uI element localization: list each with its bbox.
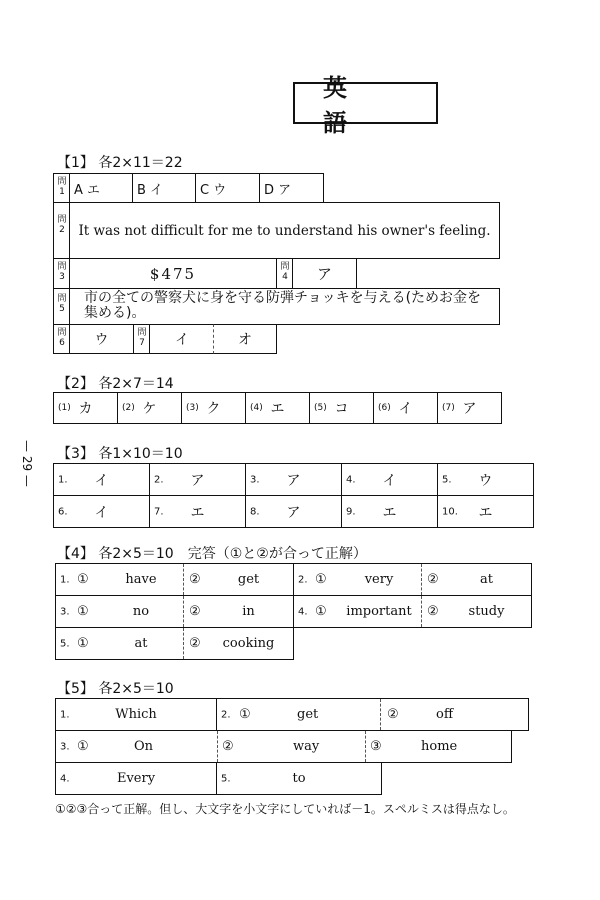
s2-item-number: (5) — [314, 403, 327, 413]
q5-label: 問5 — [57, 294, 67, 314]
s4-item-number: 1. — [60, 574, 70, 585]
s4-item-divider — [183, 564, 184, 595]
s4-item — [55, 563, 294, 596]
s5-q1-cell — [55, 698, 217, 731]
s4-item-circle-1: ① — [77, 604, 89, 619]
q7-label-cell — [133, 324, 150, 354]
q1-answer-b: B イ — [132, 173, 196, 203]
s5-q3-answer-3: home — [421, 739, 458, 754]
q2-label: 問2 — [57, 215, 67, 235]
q5-answer: 市の全ての警察犬に身を守る防弾チョッキを与える(ためお金を集める)。 — [69, 288, 500, 325]
s3-item-number: 8. — [250, 506, 260, 517]
s4-item-circle-2: ② — [189, 572, 201, 587]
q7-answer-a: イ — [149, 324, 214, 354]
s4-item-number: 3. — [60, 606, 70, 617]
s4-item-answer-2: at — [480, 572, 493, 587]
s2-item — [245, 392, 310, 424]
s3-item — [245, 495, 342, 528]
s5-q2-number: 2. — [221, 709, 231, 720]
s4-item — [55, 595, 294, 628]
s3-item-answer: エ — [190, 504, 205, 521]
q1-answer-a: A エ — [69, 173, 133, 203]
q1-label-cell — [53, 173, 70, 203]
s3-item-answer: ア — [286, 504, 301, 521]
s5-q3-answer-2: way — [293, 739, 320, 754]
section-4-heading: 【4】 各2×5＝10 完答（①と②が合って正解） — [57, 546, 367, 562]
s4-item-answer-1: very — [364, 572, 394, 587]
s4-item-divider — [183, 596, 184, 627]
s4-item-answer-1: no — [132, 604, 150, 619]
s2-item-answer: ア — [462, 401, 477, 417]
s5-q3-divider-1 — [217, 731, 218, 762]
s5-q3-answer-1: On — [134, 739, 154, 754]
s5-q1-answer: Which — [115, 707, 157, 722]
page-number: — 29 — — [20, 440, 34, 487]
s4-item-circle-1: ① — [315, 572, 327, 587]
s5-q4-cell — [55, 762, 217, 795]
s4-item-circle-1: ① — [77, 572, 89, 587]
s3-item-answer: エ — [382, 504, 397, 521]
s4-item-circle-2: ② — [427, 572, 439, 587]
s4-item — [293, 563, 532, 596]
s5-q5-answer: to — [292, 771, 306, 786]
page-title: 英 語 — [293, 82, 438, 124]
s4-item-circle-2: ② — [189, 604, 201, 619]
s3-item-answer: イ — [94, 504, 109, 521]
q1-answer-c: C ウ — [195, 173, 260, 203]
s4-item-answer-2: study — [468, 604, 505, 619]
q1-label: 問1 — [57, 177, 67, 197]
s5-q2-circle-2: ② — [387, 707, 399, 722]
s4-item-circle-2: ② — [427, 604, 439, 619]
s3-item — [245, 463, 342, 496]
s3-item-answer: イ — [94, 472, 109, 489]
q4-answer: ア — [292, 258, 357, 289]
s4-item-number: 5. — [60, 638, 70, 649]
s5-q1-number: 1. — [60, 709, 70, 720]
q6-label: 問6 — [57, 328, 67, 348]
s3-item — [437, 495, 534, 528]
s4-item-answer-1: at — [134, 636, 148, 651]
s2-item-number: (2) — [122, 403, 135, 413]
s3-item — [149, 495, 246, 528]
s2-item-number: (3) — [186, 403, 199, 413]
s2-item — [181, 392, 246, 424]
q5-label-cell — [53, 288, 70, 325]
s3-item-number: 2. — [154, 474, 164, 485]
s3-item-number: 1. — [58, 474, 68, 485]
s2-item — [373, 392, 438, 424]
q2-label-cell — [53, 202, 70, 259]
q3-label: 問3 — [57, 262, 67, 282]
s5-q2-answer-1: get — [297, 707, 319, 722]
s2-item — [437, 392, 502, 424]
section-1-heading: 【1】 各2×11＝22 — [57, 155, 183, 171]
s5-q2-cell — [216, 698, 529, 731]
section-3-heading: 【3】 各1×10＝10 — [57, 446, 183, 462]
q2-answer: It was not difficult for me to understand his owner's feeling. — [69, 202, 500, 259]
s4-item — [55, 627, 294, 660]
s3-item-number: 7. — [154, 506, 164, 517]
s2-item-answer: エ — [270, 401, 285, 417]
s4-item-answer-1: have — [125, 572, 157, 587]
s2-item-answer: イ — [398, 401, 413, 417]
s5-q5-cell — [216, 762, 382, 795]
s5-q5-number: 5. — [221, 773, 231, 784]
s5-q3-circle-2: ② — [222, 739, 234, 754]
s3-item — [149, 463, 246, 496]
s4-item-divider — [183, 628, 184, 659]
s3-item — [53, 495, 150, 528]
s5-q2-circle-1: ① — [239, 707, 251, 722]
s5-q3-circle-3: ③ — [370, 739, 382, 754]
s5-q4-number: 4. — [60, 773, 70, 784]
s2-item-number: (4) — [250, 403, 263, 413]
s2-item-number: (6) — [378, 403, 391, 413]
s5-q3-cell — [55, 730, 512, 763]
s4-item-circle-1: ① — [315, 604, 327, 619]
s3-item-number: 9. — [346, 506, 356, 517]
s2-item-answer: コ — [334, 401, 349, 417]
s3-item-number: 3. — [250, 474, 260, 485]
s4-item-circle-1: ① — [77, 636, 89, 651]
q4-label-cell — [276, 258, 293, 289]
s5-q3-divider-2 — [365, 731, 366, 762]
s3-item-number: 5. — [442, 474, 452, 485]
s4-item-number: 4. — [298, 606, 308, 617]
s3-item-answer: イ — [382, 472, 397, 489]
s4-item-number: 2. — [298, 574, 308, 585]
s5-q3-circle-1: ① — [77, 739, 89, 754]
q3-label-cell — [53, 258, 70, 289]
s4-item-answer-2: cooking — [222, 636, 275, 651]
q1-answer-d: D ア — [259, 173, 324, 203]
s5-q2-divider — [380, 699, 381, 730]
q6-label-cell — [53, 324, 70, 354]
s3-item — [437, 463, 534, 496]
s2-item-number: (1) — [58, 403, 71, 413]
s3-item-number: 6. — [58, 506, 68, 517]
s4-item-answer-1: important — [346, 604, 412, 619]
s4-item-divider — [421, 564, 422, 595]
s3-item-number: 4. — [346, 474, 356, 485]
s5-q4-answer: Every — [116, 771, 156, 786]
s3-item-answer: ウ — [478, 472, 493, 489]
q7-answer-b: オ — [213, 324, 277, 354]
s5-q2-answer-2: off — [436, 707, 454, 722]
s4-item-answer-2: in — [242, 604, 255, 619]
s3-item-answer: ア — [286, 472, 301, 489]
s4-item — [293, 595, 532, 628]
s3-item — [341, 495, 438, 528]
s3-item-number: 10. — [442, 506, 458, 517]
scoring-note: ①②③合って正解。但し、大文字を小文字にしていれば－1。スペルミスは得点なし。 — [55, 802, 515, 816]
q6-answer: ウ — [69, 324, 134, 354]
s3-item-answer: エ — [478, 504, 493, 521]
s2-item-number: (7) — [442, 403, 455, 413]
s4-item-answer-2: get — [237, 572, 260, 587]
s2-item — [309, 392, 374, 424]
q4-label: 問4 — [280, 262, 290, 282]
s4-item-circle-2: ② — [189, 636, 201, 651]
q7-label: 問7 — [137, 328, 147, 348]
s3-item-answer: ア — [190, 472, 205, 489]
s2-item-answer: ク — [206, 401, 221, 417]
s4-item-divider — [421, 596, 422, 627]
s2-item — [53, 392, 118, 424]
section-5-heading: 【5】 各2×5＝10 — [57, 681, 174, 697]
s5-q3-number: 3. — [60, 741, 70, 752]
s2-item-answer: ケ — [142, 401, 157, 417]
section-2-heading: 【2】 各2×7＝14 — [57, 376, 174, 392]
q3-answer: $475 — [69, 258, 277, 289]
s3-item — [53, 463, 150, 496]
s3-item — [341, 463, 438, 496]
s2-item — [117, 392, 182, 424]
s2-item-answer: カ — [78, 401, 93, 417]
